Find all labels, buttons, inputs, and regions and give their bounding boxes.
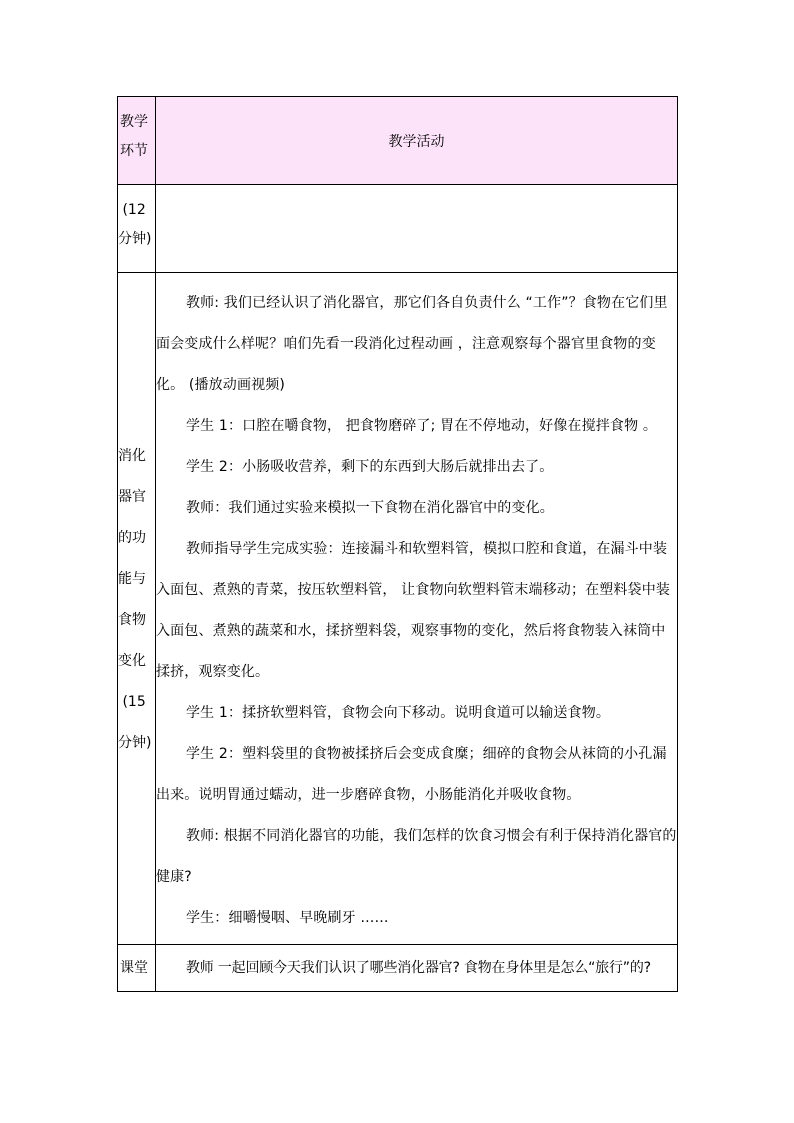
activity-column-header: 教学活动 — [156, 97, 678, 185]
stage-column-header: 教学 环节 — [118, 97, 156, 185]
review-activity-cell: 教师 一起回顾今天我们认识了哪些消化器官? 食物在身体里是怎么“旅行”的? — [156, 945, 678, 992]
digestion-activity-cell — [156, 273, 678, 945]
digestion-stage-cell: 消化 器官 的功 能与 食物 变化 (15 分钟) — [118, 273, 156, 945]
review-stage-cell: 课堂 — [118, 945, 156, 992]
paragraph: 学生 2：塑料袋里的食物被揉挤后会变成食糜；细碎的食物会从袜筒的小孔漏出来。说明胃通过蠕动，进一步磨碎食物，小肠能消化并吸收食物。 — [156, 746, 667, 803]
paragraph: 教师: 根据不同消化器官的功能，我们怎样的饮食习惯会有利于保持消化器官的健康? — [156, 828, 677, 885]
header-row — [118, 97, 678, 185]
paragraph: 教师: 我们已经认识了消化器官，那它们各自负责什么 “工作”？食物在它们里面会变成什么样呢？咱们先看一段消化过程动画 ，注意观察每个器官里食物的变化。 (播放动画视频) — [156, 295, 668, 393]
digestion-row — [118, 273, 678, 945]
intro-activity-cell — [156, 185, 678, 273]
paragraph: 教师：我们通过实验来模拟一下食物在消化器官中的变化。 — [186, 500, 554, 516]
lesson-plan-table — [117, 96, 678, 992]
intro-row — [118, 185, 678, 273]
paragraph: 教师指导学生完成实验：连接漏斗和软塑料管，模拟口腔和食道，在漏斗中装入面包、煮熟的青菜，按压软塑料管， 让食物向软塑料管末端移动；在塑料袋中装入面包、煮熟的蔬菜和水，揉挤塑料袋，观察事物的变化，然后将食物装入袜筒中揉挤，观察变化。 — [156, 541, 670, 680]
intro-stage-cell: (12 分钟) — [118, 185, 156, 273]
paragraph: 学生 1：揉挤软塑料管，食物会向下移动。说明食道可以输送食物。 — [186, 705, 611, 721]
paragraph: 学生 1：口腔在嚼食物， 把食物磨碎了; 胃在不停地动，好像在搅拌食物 。 — [186, 418, 657, 434]
review-row — [118, 945, 678, 992]
paragraph: 学生 2：小肠吸收营养，剩下的东西到大肠后就排出去了。 — [186, 459, 554, 475]
paragraph: 学生：细嚼慢咽、早晚刷牙 …… — [186, 910, 389, 926]
